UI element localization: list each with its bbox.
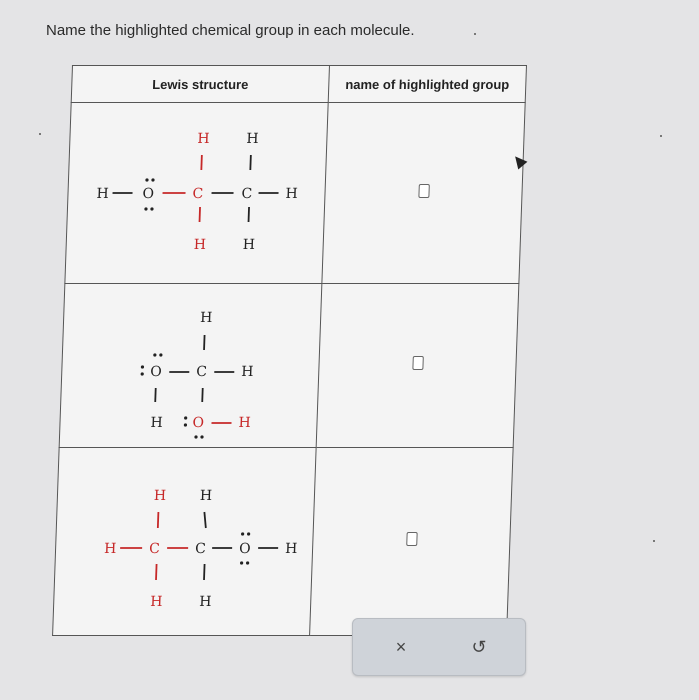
table-row — [65, 103, 525, 284]
group-name-cell-1 — [322, 103, 525, 284]
dust-speck — [660, 135, 662, 137]
bond — [204, 335, 205, 350]
bond — [158, 512, 159, 528]
answer-table — [52, 65, 527, 636]
question-prompt: Name the highlighted chemical group in each molecule. — [46, 22, 415, 39]
atom-c: C — [241, 186, 253, 202]
lewis-structure-3 — [53, 448, 317, 636]
answer-input-2[interactable] — [412, 356, 423, 370]
table-row — [53, 448, 514, 636]
atom-h: H — [284, 541, 298, 557]
molecule-2-drawing — [60, 284, 322, 447]
atom-h: H — [198, 594, 212, 610]
table-row — [59, 284, 519, 448]
atom-h: H — [153, 488, 167, 504]
lewis-structure-2 — [59, 284, 322, 448]
atom-h: H — [238, 415, 251, 431]
column-header-group-name: name of highlighted group — [328, 66, 526, 103]
group-name-cell-2 — [316, 284, 519, 448]
dust-speck — [39, 133, 41, 135]
bond — [201, 155, 202, 170]
atom-o: O — [142, 186, 155, 202]
atom-o: O — [150, 364, 163, 380]
molecule-1-drawing — [65, 103, 327, 283]
answer-action-bar — [352, 618, 526, 676]
bond — [204, 512, 207, 528]
group-name-cell-3 — [310, 448, 514, 636]
atom-o: O — [192, 415, 205, 431]
bond — [200, 207, 201, 222]
atom-c: C — [192, 186, 204, 202]
bond — [204, 564, 205, 580]
bond — [250, 155, 251, 170]
answer-input-1[interactable] — [418, 184, 429, 198]
atom-h: H — [197, 131, 210, 147]
dust-speck — [653, 540, 655, 542]
atom-c: C — [148, 541, 161, 557]
molecule-3-drawing — [53, 448, 316, 635]
bond — [156, 564, 157, 580]
atom-c: C — [196, 364, 208, 380]
dust-speck — [474, 33, 476, 35]
atom-h: H — [150, 415, 163, 431]
atom-h: H — [242, 237, 256, 253]
atom-h: H — [285, 186, 298, 202]
clear-button[interactable] — [389, 635, 413, 659]
atom-o: O — [238, 541, 251, 557]
atom-h: H — [241, 364, 254, 380]
atom-h: H — [246, 131, 259, 147]
atom-c: C — [194, 541, 207, 557]
bond — [249, 207, 250, 222]
atom-h: H — [199, 310, 213, 326]
undo-button[interactable] — [467, 635, 491, 659]
atom-h: H — [193, 237, 207, 253]
answer-input-3[interactable] — [406, 532, 417, 546]
atom-h: H — [103, 541, 117, 557]
lewis-structure-1 — [65, 103, 328, 284]
close-icon: × — [395, 637, 407, 657]
undo-icon: ↺ — [471, 637, 487, 657]
atom-h: H — [149, 594, 163, 610]
atom-h: H — [199, 488, 213, 504]
table-header-row — [71, 66, 526, 103]
column-header-lewis-structure: Lewis structure — [71, 66, 329, 103]
atom-h: H — [96, 186, 109, 202]
